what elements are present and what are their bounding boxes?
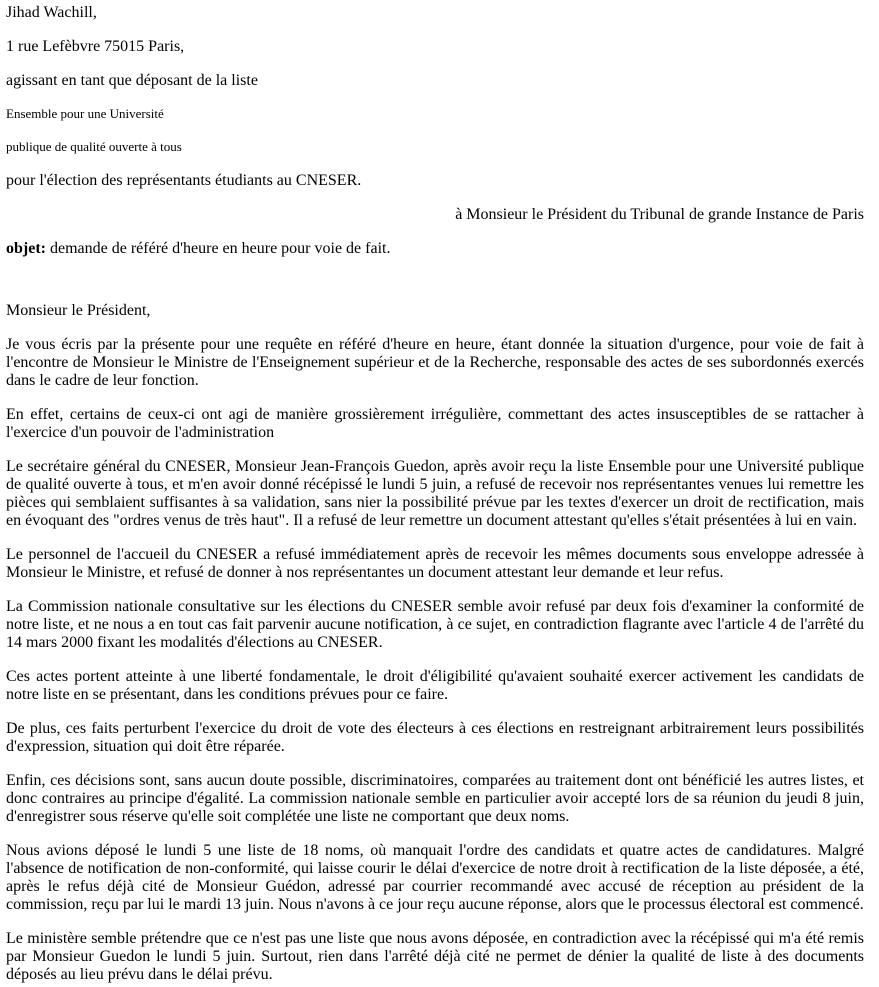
subject-text: demande de référé d'heure en heure pour voie de fait. xyxy=(45,240,391,257)
recipient-line: à Monsieur le Président du Tribunal de grande Instance de Paris xyxy=(455,206,864,223)
subject-label: objet: xyxy=(6,240,46,257)
body-paragraph-7: De plus, ces faits perturbent l'exercice du droit de vote des électeurs à ces élections en restreignant arbitrairement leurs possibilités d'expression, situation qui doit être réparée. xyxy=(6,720,864,755)
election-line: pour l'élection des représentants étudiants au CNESER. xyxy=(6,172,362,189)
body-paragraph-10: Le ministère semble prétendre que ce n'est pas une liste que nous avons déposée, en contradiction avec la récépissé qui m'a été remis par Monsieur Guedon le lundi 5 juin. Surtout, rien dans l'arrêté déjà cité ne permet de dénier la qualité de liste à des documents déposés au lieu prévu dans le délai prévu. xyxy=(6,930,864,983)
body-paragraph-3: Le secrétaire général du CNESER, Monsieur Jean-François Guedon, après avoir reçu la liste Ensemble pour une Université publique de qualité ouverte à tous, et m'en avoir donné récépissé le lundi 5 juin, a refusé de recevoir nos représentantes venues lui remettre les pièces qui semblaient suffisantes à sa validation, sans nier la possibilité prévue par les textes d'exercer un droit de rectification, mais en évoquant des "ordres venus de très haut". Il a refusé de leur remettre un document attestant qu'elles s'était présentées à lui en vain. xyxy=(6,458,864,529)
subject-line xyxy=(6,240,864,258)
body-paragraph-8: Enfin, ces décisions sont, sans aucun doute possible, discriminatoires, comparées au traitement dont ont bénéficié les autres listes, et donc contraires au principe d'égalité. La commission nationale semble en particulier avoir accepté lors de sa réunion du jeudi 8 juin, d'enregistrer sous réserve qu'elle soit complétée une liste ne comportant que deux noms. xyxy=(6,772,864,825)
sender-role: agissant en tant que déposant de la liste xyxy=(6,72,258,89)
sender-address: 1 rue Lefèbvre 75015 Paris, xyxy=(6,38,185,55)
list-name-line1: Ensemble pour une Université xyxy=(6,106,164,121)
body-paragraph-4: Le personnel de l'accueil du CNESER a refusé immédiatement après de recevoir les mêmes documents sous enveloppe adressée à Monsieur le Ministre, et refusé de donner à nos représentantes un document attestant leur demande et leur refus. xyxy=(6,546,864,581)
body-paragraph-5: La Commission nationale consultative sur les élections du CNESER semble avoir refusé par deux fois d'examiner la conformité de notre liste, et ne nous a en tout cas fait parvenir aucune notification, à ce sujet, en contradiction flagrante avec l'article 4 de l'arrêté du 14 mars 2000 fixant les modalités d'élections au CNESER. xyxy=(6,598,864,651)
body-paragraph-1: Je vous écris par la présente pour une requête en référé d'heure en heure, étant donnée la situation d'urgence, pour voie de fait à l'encontre de Monsieur le Ministre de l'Enseignement supérieur et de la Recherche, responsable des actes de ses subordonnés exercés dans le cadre de leur fonction. xyxy=(6,336,864,389)
body-paragraph-2: En effet, certains de ceux-ci ont agi de manière grossièrement irrégulière, commettant des actes insusceptibles de se rattacher à l'exercice d'un pouvoir de l'administration xyxy=(6,406,864,441)
list-name-line2: publique de qualité ouverte à tous xyxy=(6,139,182,154)
sender-name: Jihad Wachill, xyxy=(6,4,97,21)
salutation: Monsieur le Président, xyxy=(6,302,151,319)
spacer xyxy=(6,274,864,302)
letter xyxy=(0,4,879,984)
body-paragraph-9: Nous avions déposé le lundi 5 une liste de 18 noms, où manquait l'ordre des candidats et quatre actes de candidatures. Malgré l'absence de notification de non-conformité, qui laisse courir le délai d'exercice de notre droit à rectification de la liste déposée, a été, après le refus déjà cité de Monsieur Guédon, adressé par courrier recommandé avec accusé de réception au président de la commission, reçu par lui le mardi 13 juin. Nous n'avons à ce jour reçu aucune réponse, alors que le processus électoral est commencé. xyxy=(6,842,864,913)
body-paragraph-6: Ces actes portent atteinte à une liberté fondamentale, le droit d'éligibilité qu'avaient souhaité exercer activement les candidats de notre liste en se présentant, dans les conditions prévues pour ce faire. xyxy=(6,668,864,703)
